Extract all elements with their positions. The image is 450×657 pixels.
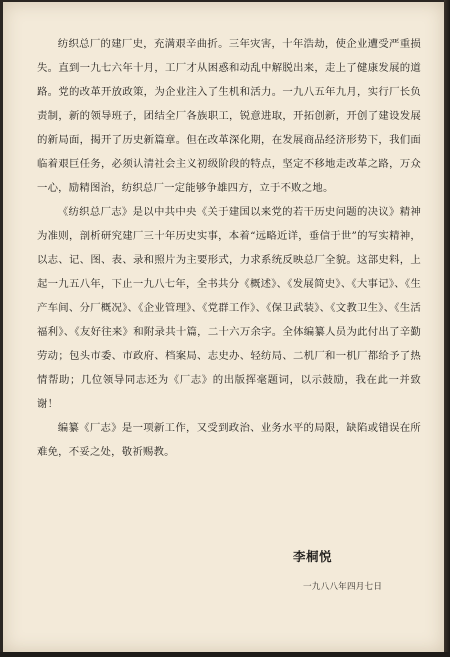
paragraph-compilation: 《纺织总厂志》是以中共中央《关于建国以来党的若干历史问题的决议》精神为准则，剖析研究建厂三十年历史实事，本着“远略近详，垂信于世”的写实精神，以志、记、图、表、录和照片为主要形式，力求系统反映总厂全貌。这部史料，上起一九五八年，下止一九八七年，全书共分《概述》、《发展简史》、《大事记》、《生产车间、分厂概况》、《企业管理》、《党群工作》、《保卫武装》、《文教卫生》、《生活福利》、《友好往来》和附录共十篇，二十六万余字。全体编纂人员为此付出了辛勤劳动；包头市委、市政府、档案局、志史办、轻纺局、二机厂和一机厂都给予了热情帮助；几位领导同志还为《厂志》的出版挥毫题词，以示鼓励，我在此一并致谢！ xyxy=(37,206,421,410)
signature-date: 一九八八年四月七日 xyxy=(303,582,383,592)
scan-edge-right xyxy=(444,0,450,657)
document-page xyxy=(3,2,444,652)
paragraph-history: 纺织总厂的建厂史，充满艰辛曲折。三年灾害，十年浩劫，使企业遭受严重损失。直到一九七六年十月，工厂才从困惑和动乱中解脱出来，走上了健康发展的道路。党的改革开放政策，为企业注入了生机和活力。一九八五年九月，实行厂长负责制，新的领导班子，团结全厂各族职工，锐意进取，开拓创新，开创了建设发展的新局面，揭开了历史新篇章。但在改革深化期，在发展商品经济形势下，我们面临着艰巨任务，必须认清社会主义初级阶段的特点，坚定不移地走改革之路，万众一心，励精图治，纺织总厂一定能够争雄四方，立于不败之地。 xyxy=(37,38,421,194)
paragraph-closing: 编纂《厂志》是一项新工作，又受到政治、业务水平的局限，缺陷或错误在所难免，不妥之处，敬祈赐教。 xyxy=(37,422,421,458)
scan-edge-bottom xyxy=(0,652,450,657)
preface-body xyxy=(37,32,421,464)
author-signature: 李桐悦 xyxy=(293,549,333,564)
